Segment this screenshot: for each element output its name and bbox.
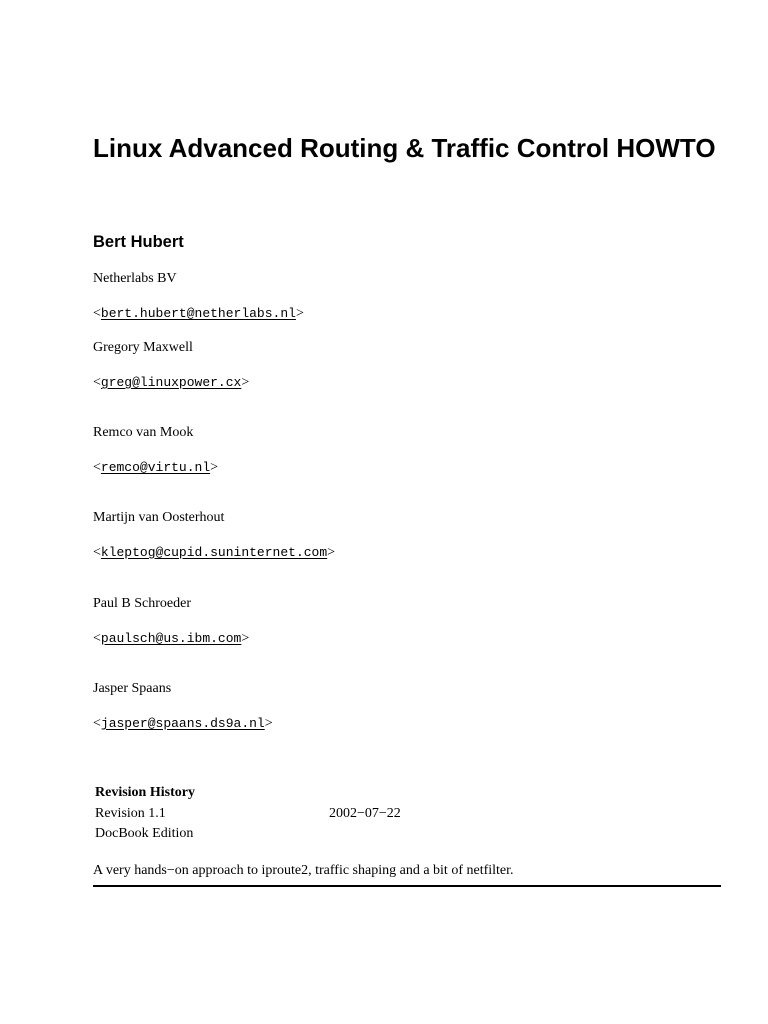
revision-remark: DocBook Edition [95,826,194,841]
email-link[interactable]: paulsch@us.ibm.com [100,631,242,646]
revision-history-heading: Revision History [95,785,195,800]
affiliation: Netherlabs BV [93,271,177,286]
contributor-name: Paul B Schroeder [93,596,191,611]
revision-number: Revision 1.1 [95,806,166,821]
contributor-name: Remco van Mook [93,425,194,440]
contributor-email: <kleptog@cupid.suninternet.com> [93,545,336,560]
email-link[interactable]: greg@linuxpower.cx [100,375,242,390]
contributor-email: <remco@virtu.nl> [93,460,219,475]
document-title: Linux Advanced Routing & Traffic Control HOWTO [93,133,716,163]
revision-date: 2002−07−22 [329,806,401,821]
contributor-name: Jasper Spaans [93,681,172,696]
contributor-email: <paulsch@us.ibm.com> [93,631,250,646]
email-link[interactable]: kleptog@cupid.suninternet.com [100,545,328,560]
email-link[interactable]: jasper@spaans.ds9a.nl [100,716,265,731]
abstract: A very hands−on approach to iproute2, traffic shaping and a bit of netfilter. [93,863,514,878]
author-name: Bert Hubert [93,233,184,251]
email-link[interactable]: remco@virtu.nl [100,460,211,475]
contributor-email: <greg@linuxpower.cx> [93,375,250,390]
contributor-email: <jasper@spaans.ds9a.nl> [93,716,273,731]
author-email: <bert.hubert@netherlabs.nl> [93,306,304,321]
horizontal-rule [93,885,721,887]
contributor-name: Martijn van Oosterhout [93,510,225,525]
email-link[interactable]: bert.hubert@netherlabs.nl [100,306,296,321]
contributor-name: Gregory Maxwell [93,340,193,355]
